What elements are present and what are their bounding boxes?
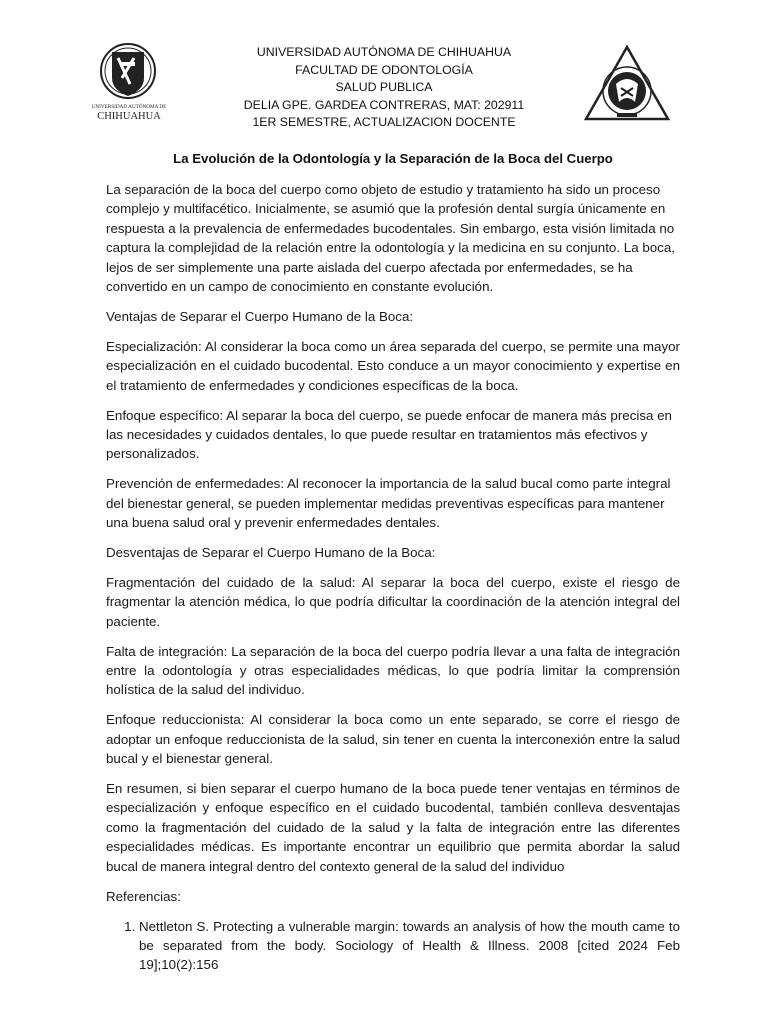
disadvantages-heading: Desventajas de Separar el Cuerpo Humano de la Boca: <box>106 545 436 560</box>
disadvantage-paragraph: Falta de integración: La separación de la boca del cuerpo podría llevar a una falta de integración entre la odontología y otras especialidades médicas, lo que podría limitar la comprensión holística de la salud del individuo. <box>106 643 680 698</box>
advantages-heading: Ventajas de Separar el Cuerpo Humano de la Boca: <box>106 308 414 324</box>
header-faculty: FACULTAD DE ODONTOLOGÍA <box>295 62 473 77</box>
university-shield-logo-icon <box>88 38 170 124</box>
dentistry-faculty-seal-icon <box>583 44 671 124</box>
document-body <box>106 180 680 975</box>
faculty-seal <box>583 44 671 124</box>
header-subject: SALUD PUBLICA <box>335 80 433 95</box>
conclusion-paragraph: En resumen, si bien separar el cuerpo humano de la boca puede tener ventajas en términos de especialización y enfoque específico en el cuidado bucodental, también conlleva desventajas como la fragmentación del cuidado de la salud y la falta de integración entre las diferentes especialidades médicas. Es importante encontrar un equilibrio que permita abordar la salud bucal de manera integral dentro del contexto general de la salud del individuo <box>106 781 680 874</box>
logo-caption-large: CHIHUAHUA <box>97 111 161 122</box>
disadvantage-paragraph: Enfoque reduccionista: Al considerar la boca como un ente separado, se corre el riesgo de adoptar un enfoque reduccionista de la salud, sin tener en cuenta la interconexión entre la salud bucal y el bienestar general. <box>106 712 680 767</box>
logo-caption-small: UNIVERSIDAD AUTÓNOMA DE <box>91 104 167 110</box>
disadvantage-paragraph: Fragmentación del cuidado de la salud: Al separar la boca del cuerpo, existe el riesgo de fragmentar la atención médica, lo que podría dificultar la coordinación de la atención integral del paciente. <box>106 574 680 629</box>
advantage-paragraph: Enfoque específico: Al separar la boca del cuerpo, se puede enfocar de manera más precisa en las necesidades y cuidados dentales, lo que puede resultar en tratamientos más efectivos y personalizados. <box>106 407 672 462</box>
references-heading: Referencias: <box>106 888 181 904</box>
references-list <box>106 917 680 975</box>
header-university: UNIVERSIDAD AUTÓNOMA DE CHIHUAHUA <box>256 45 512 59</box>
header-semester: 1ER SEMESTRE, ACTUALIZACION DOCENTE <box>252 115 516 130</box>
reference-item: 1. Nettleton S. Protecting a vulnerable margin: towards an analysis of how the mouth came to be separated from the body. Sociology of Health & Illness. 2008 [cited 2024 Feb 19];10(2):156 <box>139 917 680 975</box>
university-logo <box>88 38 170 124</box>
intro-paragraph: La separación de la boca del cuerpo como objeto de estudio y tratamiento ha sido un proceso complejo y multifacético. Inicialmente, se asumió que la profesión dental surgía únicamente en respuesta a la prevalencia de enfermedades bucodentales. Sin embargo, esta visión limitada no captura la complejidad de la relación entre la odontología y la medicina en su conjunto. La boca, lejos de ser simplemente una parte aislada del cuerpo afectada por enfermedades, se ha convertido en un campo de conocimiento en constante evolución. <box>106 182 675 295</box>
document-header <box>200 44 568 132</box>
advantage-paragraph: Especialización: Al considerar la boca como un área separada del cuerpo, se permite una mayor especialización en el cuidado bucodental. Esto conduce a un mayor conocimiento y expertise en el tratamiento de enfermedades y condiciones específicas de la boca. <box>106 338 680 393</box>
advantage-paragraph: Prevención de enfermedades: Al reconocer la importancia de la salud bucal como parte integral del bienestar general, se pueden implementar medidas preventivas específicas para mantener una buena salud oral y prevenir enfermedades dentales. <box>106 476 671 531</box>
header-student: DELIA GPE. GARDEA CONTRERAS, MAT: 202911 <box>243 97 525 112</box>
document-title: La Evolución de la Odontología y la Separación de la Boca del Cuerpo <box>173 151 613 166</box>
